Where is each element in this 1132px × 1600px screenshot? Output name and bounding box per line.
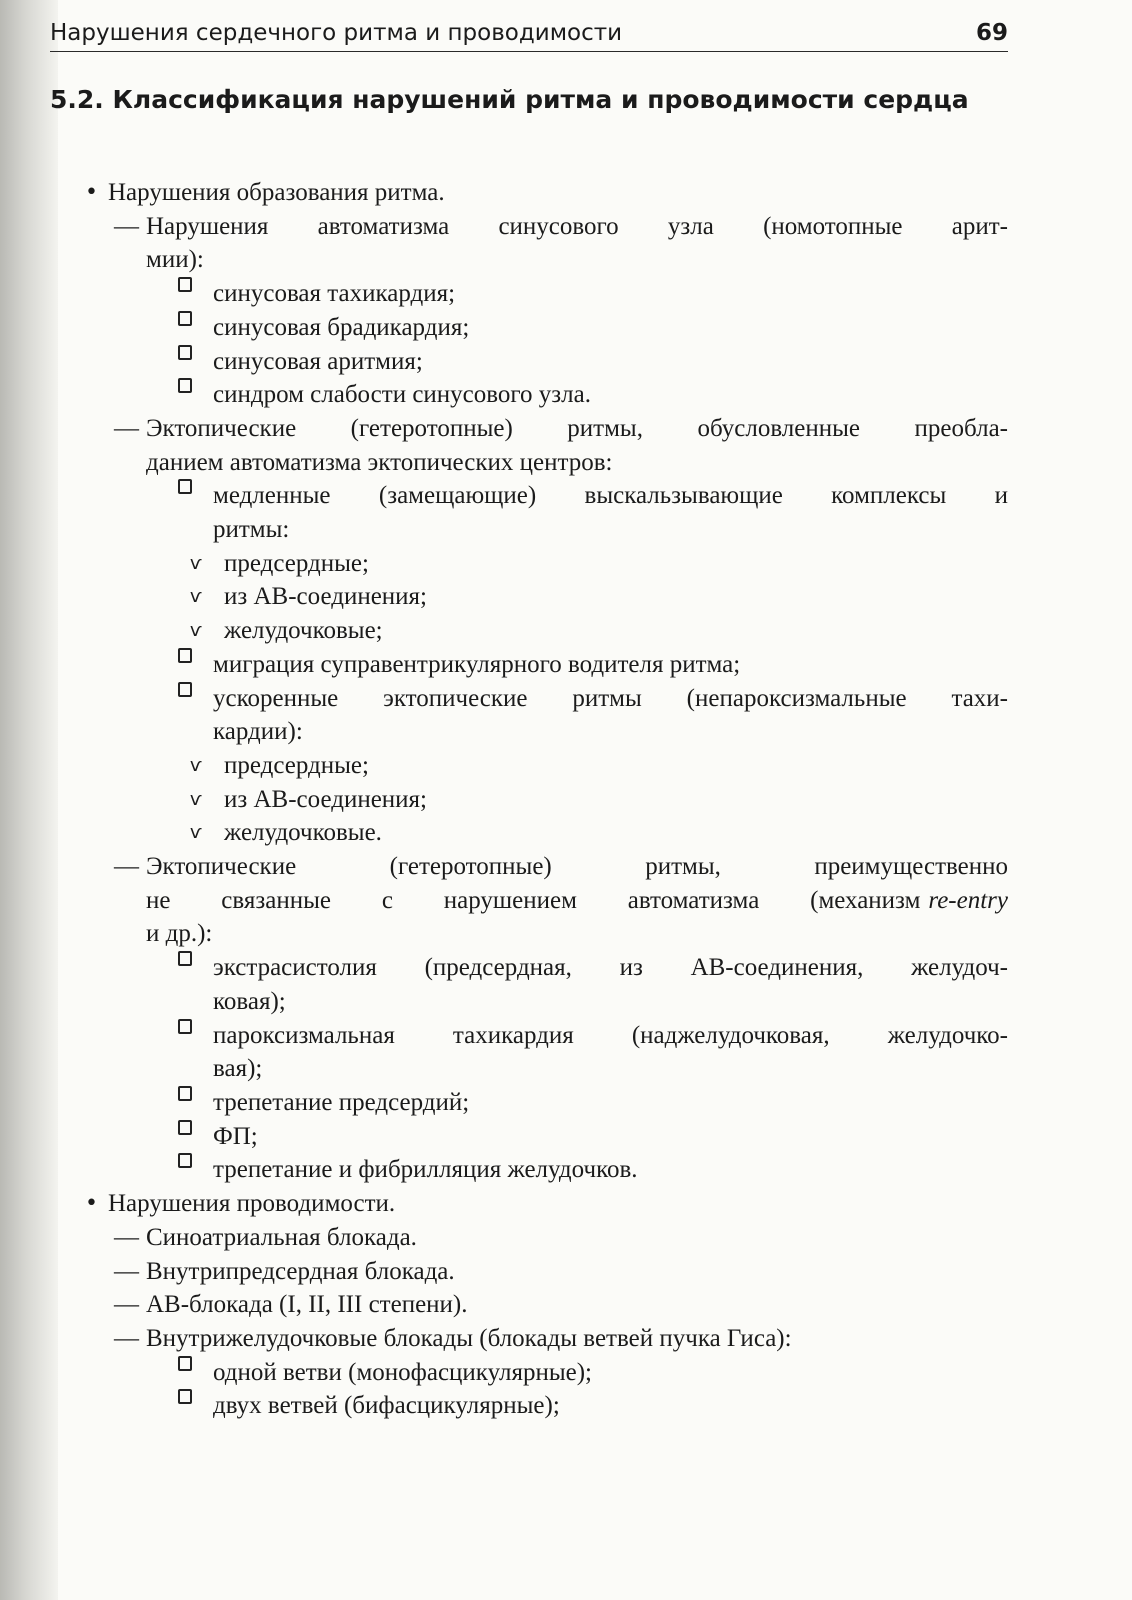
checkbox-icon — [178, 1153, 192, 1168]
list-item: — Внутрипредсердная блокада. — [50, 1255, 1008, 1289]
checkbox-icon — [178, 378, 192, 393]
checkbox-icon — [178, 682, 192, 697]
chapter-title: Нарушения сердечного ритма и проводимости — [50, 20, 623, 46]
check-icon: ѵ — [190, 822, 202, 844]
classification-list — [50, 176, 1008, 1423]
checkbox-icon — [178, 345, 192, 360]
list-item: ѵ из АВ-соединения; — [50, 783, 1008, 817]
list-item: синусовая аритмия; — [50, 345, 1008, 379]
bullet-icon: • — [85, 180, 98, 205]
dash-icon: — — [114, 414, 139, 442]
list-item: ФП; — [50, 1120, 1008, 1154]
checkbox-icon — [178, 479, 192, 494]
list-item-continuation: ковая); — [213, 987, 286, 1015]
checkbox-icon — [178, 1356, 192, 1371]
list-item: — АВ-блокада (I, II, III степени). — [50, 1288, 1008, 1322]
list-item: • Нарушения проводимости. — [50, 1187, 1008, 1221]
list-item: трепетание и фибрилляция желудочков. — [50, 1153, 1008, 1187]
checkbox-icon — [178, 951, 192, 966]
checkbox-icon — [178, 648, 192, 663]
list-item: — Эктопические (гетеротопные) ритмы, обусловленные преобла- — [50, 412, 1008, 446]
checkbox-icon — [178, 311, 192, 326]
list-item: — Нарушения автоматизма синусового узла (номотопные арит- — [50, 210, 1008, 244]
list-item: ѵ предсердные; — [50, 749, 1008, 783]
list-item: одной ветви (монофасцикулярные); — [50, 1356, 1008, 1390]
list-item: • Нарушения образования ритма. — [50, 176, 1008, 210]
list-item: ѵ из АВ-соединения; — [50, 580, 1008, 614]
dash-icon: — — [114, 853, 139, 881]
list-item: экстрасистолия (предсердная, из АВ-соединения, желудоч- — [50, 951, 1008, 985]
list-item: ѵ желудочковые; — [50, 614, 1008, 648]
list-item: синусовая тахикардия; — [50, 277, 1008, 311]
dash-icon: — — [114, 212, 139, 240]
dash-icon: — — [114, 1324, 139, 1352]
list-item: миграция суправентрикулярного водителя ритма; — [50, 648, 1008, 682]
list-item: — Синоатриальная блокада. — [50, 1221, 1008, 1255]
section-title: 5.2. Классификация нарушений ритма и проводимости сердца — [50, 85, 969, 114]
list-item-continuation: кардии): — [213, 718, 303, 746]
list-item: ускоренные эктопические ритмы (непароксизмальные тахи- — [50, 682, 1008, 716]
list-item-continuation: вая); — [213, 1055, 263, 1083]
list-item: — Эктопические (гетеротопные) ритмы, преимущественно — [50, 850, 1008, 884]
list-item: медленные (замещающие) выскальзывающие комплексы и — [50, 479, 1008, 513]
list-item: трепетание предсердий; — [50, 1086, 1008, 1120]
list-item-continuation: мии): — [146, 246, 204, 274]
list-item-continuation: не связанные с нарушением автоматизма (механизм re-entry — [146, 886, 1008, 914]
checkbox-icon — [178, 1389, 192, 1404]
page-number: 69 — [975, 20, 1008, 46]
bullet-icon: • — [85, 1191, 98, 1217]
checkbox-icon — [178, 1120, 192, 1135]
check-icon: ѵ — [190, 586, 202, 608]
check-icon: ѵ — [190, 620, 202, 642]
check-icon: ѵ — [190, 552, 202, 574]
list-item: ѵ предсердные; — [50, 547, 1008, 581]
dash-icon: — — [114, 1291, 139, 1319]
list-item-continuation: ритмы: — [213, 516, 290, 544]
running-head — [50, 20, 1008, 52]
list-item-continuation: данием автоматизма эктопических центров: — [146, 448, 613, 476]
dash-icon: — — [114, 1257, 139, 1285]
list-item: пароксизмальная тахикардия (наджелудочковая, желудочко- — [50, 1019, 1008, 1053]
checkbox-icon — [178, 1086, 192, 1101]
list-item: синдром слабости синусового узла. — [50, 378, 1008, 412]
list-item-continuation: и др.): — [146, 920, 213, 948]
check-icon: ѵ — [190, 788, 202, 810]
list-item: синусовая брадикардия; — [50, 311, 1008, 345]
checkbox-icon — [178, 1019, 192, 1034]
list-item: — Внутрижелудочковые блокады (блокады ветвей пучка Гиса): — [50, 1322, 1008, 1356]
list-item: ѵ желудочковые. — [50, 816, 1008, 850]
dash-icon: — — [114, 1223, 139, 1251]
list-item: двух ветвей (бифасцикулярные); — [50, 1389, 1008, 1423]
check-icon: ѵ — [190, 754, 202, 776]
checkbox-icon — [178, 277, 192, 292]
